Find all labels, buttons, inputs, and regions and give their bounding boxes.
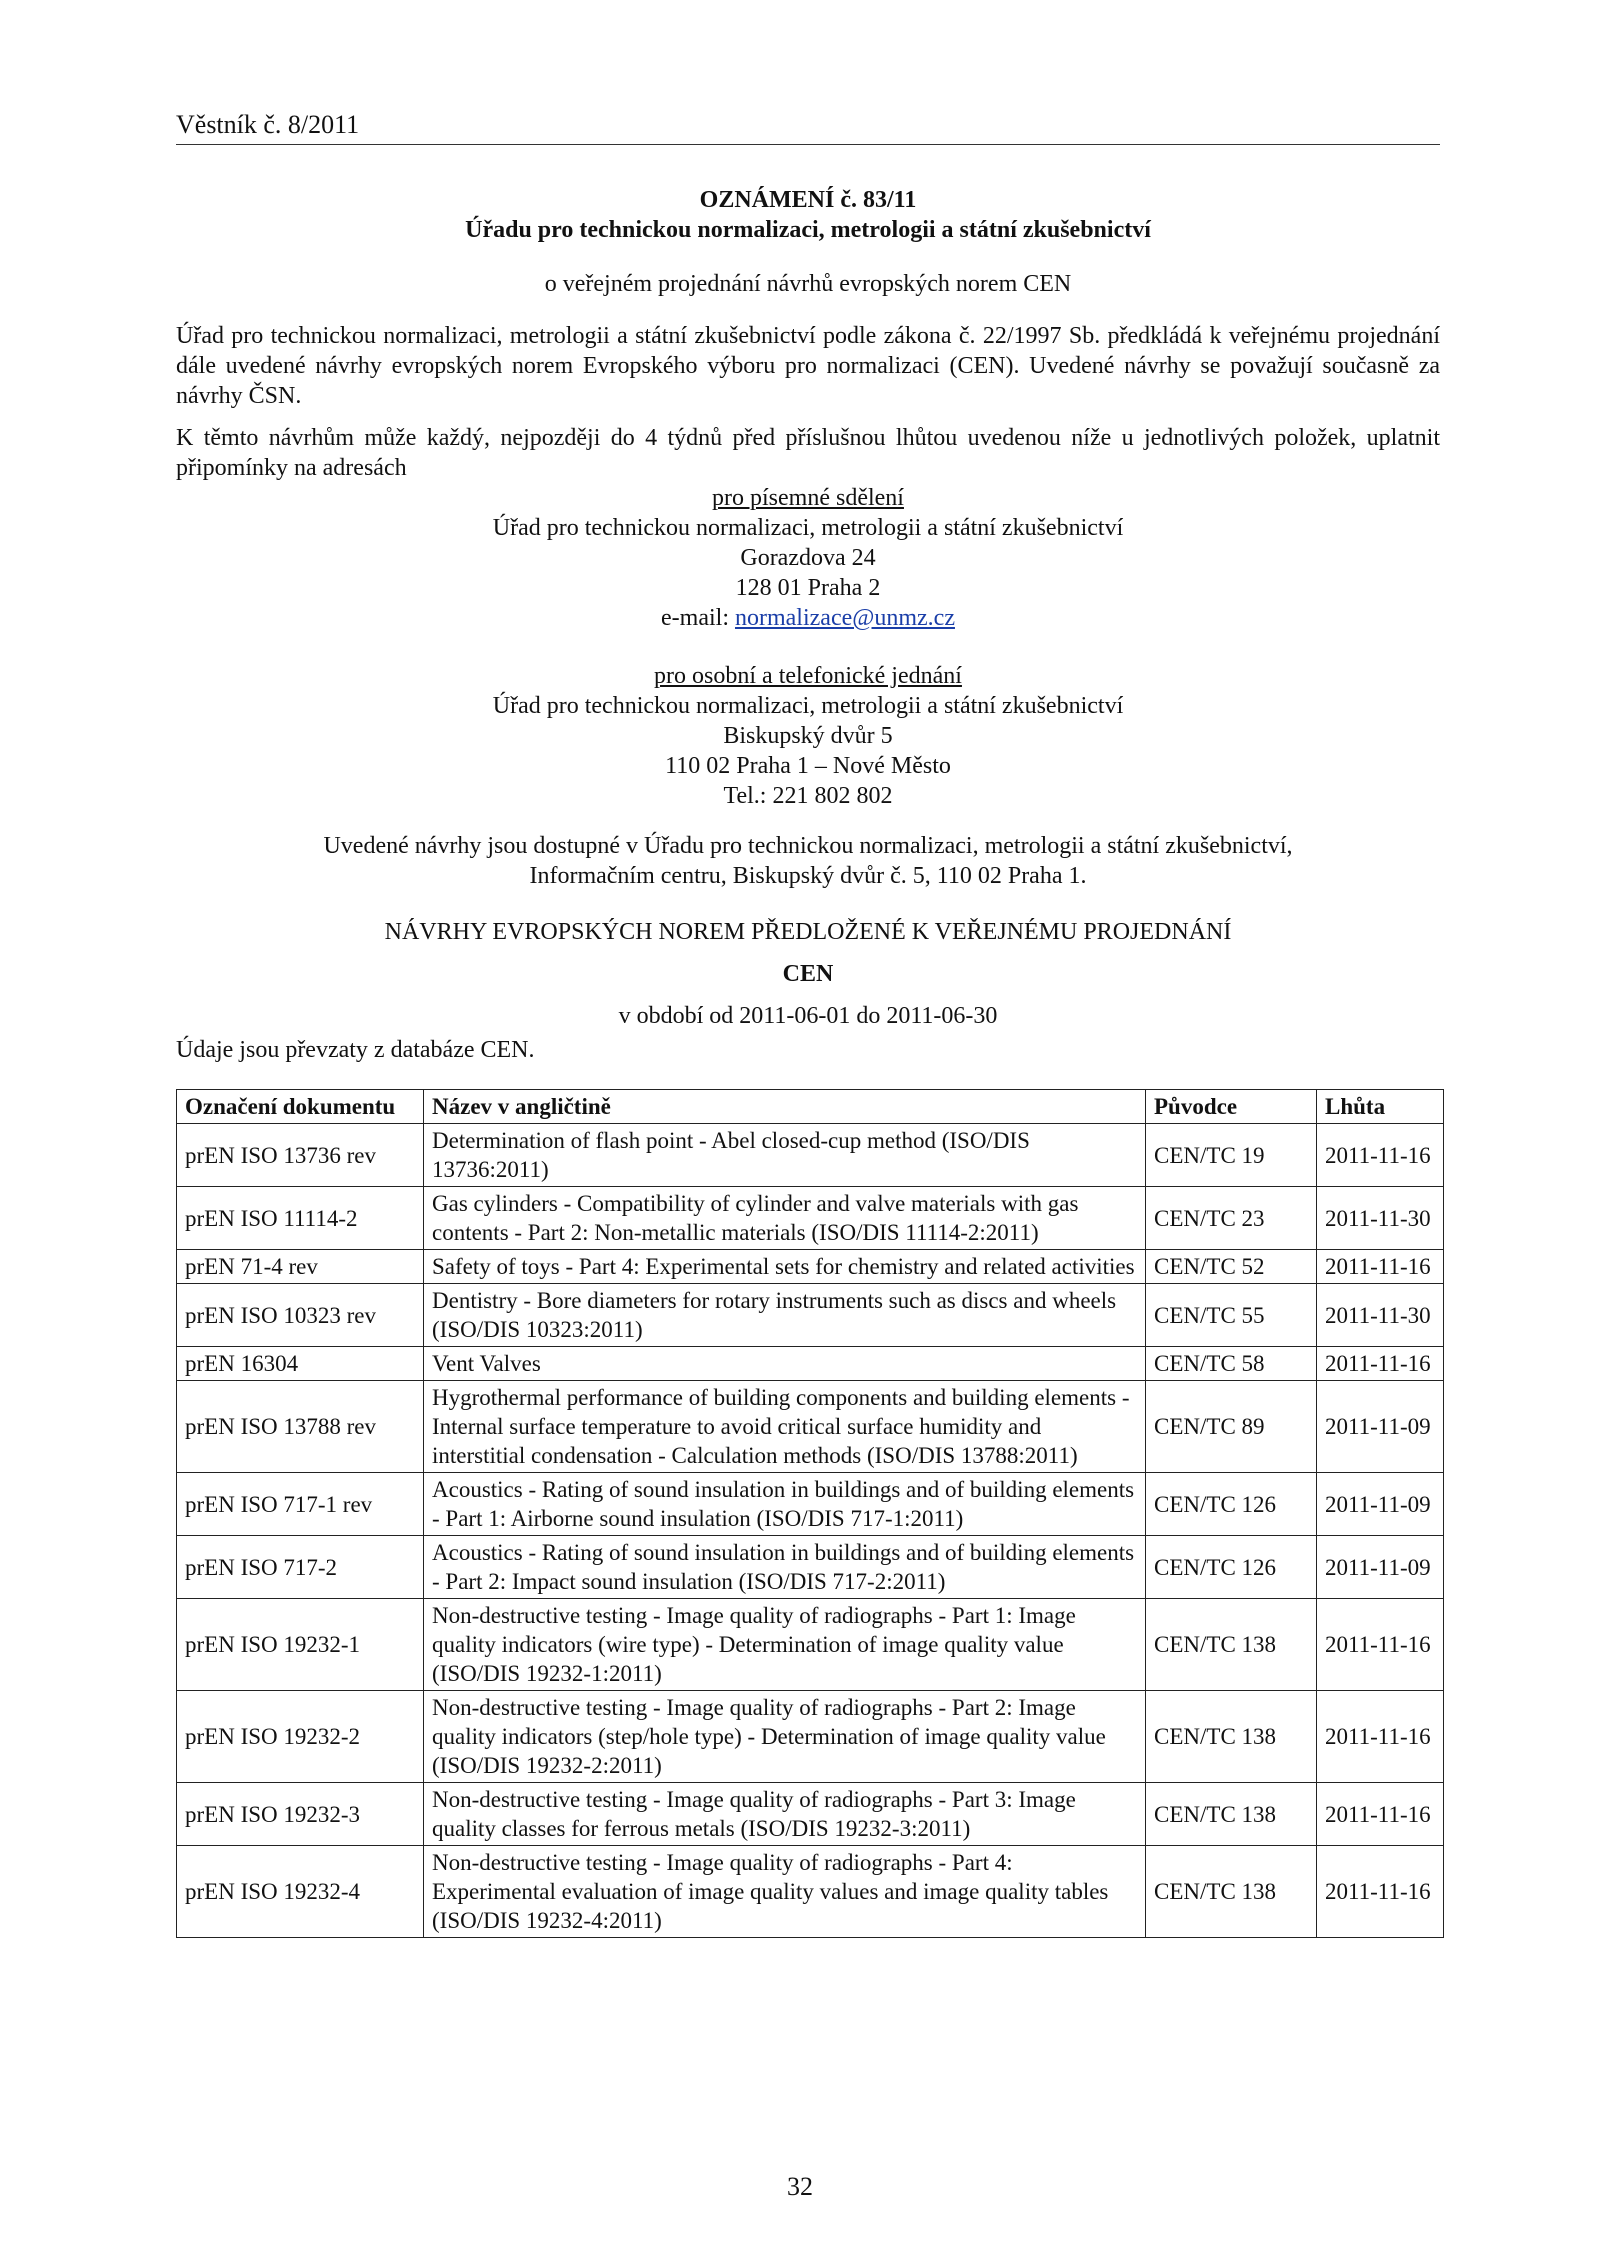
table-row — [177, 1250, 1444, 1284]
cell-originator: CEN/TC 138 — [1146, 1691, 1317, 1783]
cell-title: Non-destructive testing - Image quality of radiographs - Part 4: Experimental evaluation of image quality values and image quality tables (ISO/DIS 19232-4:2011) — [424, 1846, 1146, 1938]
cell-originator: CEN/TC 126 — [1146, 1473, 1317, 1536]
norms-table — [176, 1089, 1444, 1938]
cell-title: Non-destructive testing - Image quality of radiographs - Part 3: Image quality classes for ferrous metals (ISO/DIS 19232-3:2011) — [424, 1783, 1146, 1846]
cell-deadline: 2011-11-16 — [1317, 1846, 1444, 1938]
availability-line-1: Uvedené návrhy jsou dostupné v Úřadu pro technickou normalizaci, metrologii a státní zkušebnictví, — [323, 833, 1293, 859]
cell-designation: prEN ISO 13736 rev — [177, 1124, 424, 1187]
comments-paragraph: K těmto návrhům může každý, nejpozději do 4 týdnů před příslušnou lhůtou uvedenou níže u jednotlivých položek, uplatnit připomínky na adresách — [176, 425, 1440, 481]
notice-title: OZNÁMENÍ č. 83/11 — [699, 187, 917, 213]
personal-city: 110 02 Praha 1 – Nové Město — [665, 753, 951, 779]
cell-designation: prEN ISO 11114-2 — [177, 1187, 424, 1250]
journal-header: Věstník č. 8/2011 — [176, 110, 1440, 145]
cell-designation: prEN ISO 10323 rev — [177, 1284, 424, 1347]
personal-office: Úřad pro technickou normalizaci, metrologii a státní zkušebnictví — [492, 693, 1124, 719]
personal-street: Biskupský dvůr 5 — [723, 723, 893, 749]
written-street: Gorazdova 24 — [740, 545, 876, 571]
written-contact-heading: pro písemné sdělení — [712, 485, 904, 511]
cell-title: Acoustics - Rating of sound insulation in buildings and of building elements - Part 1: Airborne sound insulation (ISO/DIS 717-1:2011) — [424, 1473, 1146, 1536]
availability-line-2: Informačním centru, Biskupský dvůr č. 5, 110 02 Praha 1. — [529, 863, 1087, 889]
cell-deadline: 2011-11-16 — [1317, 1783, 1444, 1846]
cell-designation: prEN ISO 19232-1 — [177, 1599, 424, 1691]
cell-designation: prEN ISO 717-2 — [177, 1536, 424, 1599]
availability-block — [176, 831, 1440, 891]
data-source-note: Údaje jsou převzaty z databáze CEN. — [176, 1037, 535, 1063]
cell-title: Non-destructive testing - Image quality of radiographs - Part 1: Image quality indicators (wire type) - Determination of image quality value (ISO/DIS 19232-1:2011) — [424, 1599, 1146, 1691]
col-header-title: Název v angličtině — [424, 1090, 1146, 1124]
cell-originator: CEN/TC 89 — [1146, 1381, 1317, 1473]
col-header-originator: Původce — [1146, 1090, 1317, 1124]
cell-designation: prEN ISO 19232-4 — [177, 1846, 424, 1938]
cell-title: Dentistry - Bore diameters for rotary instruments such as discs and wheels (ISO/DIS 10323:2011) — [424, 1284, 1146, 1347]
cell-deadline: 2011-11-09 — [1317, 1536, 1444, 1599]
table-row — [177, 1284, 1444, 1347]
section-period: v období od 2011-06-01 do 2011-06-30 — [618, 1003, 998, 1029]
table-row — [177, 1381, 1444, 1473]
personal-contact-block — [176, 661, 1440, 811]
cell-title: Non-destructive testing - Image quality of radiographs - Part 2: Image quality indicators (step/hole type) - Determination of image quality value (ISO/DIS 19232-2:2011) — [424, 1691, 1146, 1783]
notice-topic: o veřejném projednání návrhů evropských norem CEN — [544, 271, 1072, 297]
section-title: NÁVRHY EVROPSKÝCH NOREM PŘEDLOŽENÉ K VEŘEJNÉMU PROJEDNÁNÍ — [384, 919, 1232, 945]
section-org: CEN — [782, 961, 834, 987]
cell-title: Gas cylinders - Compatibility of cylinder and valve materials with gas contents - Part 2: Non-metallic materials (ISO/DIS 11114-2:2011) — [424, 1187, 1146, 1250]
cell-deadline: 2011-11-16 — [1317, 1124, 1444, 1187]
table-row — [177, 1846, 1444, 1938]
written-email-line — [176, 603, 1440, 633]
cell-deadline: 2011-11-16 — [1317, 1599, 1444, 1691]
cell-title: Hygrothermal performance of building components and building elements - Internal surface temperature to avoid critical surface humidity and interstitial condensation - Calculation methods (ISO/DIS 13788:2011) — [424, 1381, 1146, 1473]
notice-issuer: Úřadu pro technickou normalizaci, metrologii a státní zkušebnictví — [465, 217, 1151, 243]
cell-originator: CEN/TC 23 — [1146, 1187, 1317, 1250]
personal-phone: Tel.: 221 802 802 — [723, 783, 893, 809]
cell-deadline: 2011-11-30 — [1317, 1187, 1444, 1250]
cell-title: Determination of flash point - Abel closed-cup method (ISO/DIS 13736:2011) — [424, 1124, 1146, 1187]
cell-deadline: 2011-11-09 — [1317, 1381, 1444, 1473]
written-contact-block — [176, 483, 1440, 633]
cell-originator: CEN/TC 138 — [1146, 1599, 1317, 1691]
table-row — [177, 1691, 1444, 1783]
cell-designation: prEN ISO 717-1 rev — [177, 1473, 424, 1536]
table-row — [177, 1124, 1444, 1187]
cell-originator: CEN/TC 126 — [1146, 1536, 1317, 1599]
cell-originator: CEN/TC 52 — [1146, 1250, 1317, 1284]
cell-title: Safety of toys - Part 4: Experimental sets for chemistry and related activities — [424, 1250, 1146, 1284]
table-row — [177, 1783, 1444, 1846]
cell-designation: prEN ISO 19232-2 — [177, 1691, 424, 1783]
personal-contact-heading: pro osobní a telefonické jednání — [654, 663, 962, 689]
cell-deadline: 2011-11-16 — [1317, 1347, 1444, 1381]
cell-originator: CEN/TC 19 — [1146, 1124, 1317, 1187]
table-header-row — [177, 1090, 1444, 1124]
table-row — [177, 1536, 1444, 1599]
email-link[interactable]: normalizace@unmz.cz — [734, 605, 955, 631]
cell-deadline: 2011-11-16 — [1317, 1250, 1444, 1284]
intro-paragraph: Úřad pro technickou normalizaci, metrologii a státní zkušebnictví podle zákona č. 22/1997 Sb. předkládá k veřejnému projednání dále uvedené návrhy evropských norem Evropského výboru pro normalizaci (CEN). Uvedené návrhy se považují současně za návrhy ČSN. — [176, 323, 1440, 409]
document-page — [176, 110, 1440, 1938]
email-label: e-mail: — [661, 605, 735, 631]
cell-designation: prEN 71-4 rev — [177, 1250, 424, 1284]
table-row — [177, 1599, 1444, 1691]
table-row — [177, 1473, 1444, 1536]
cell-designation: prEN ISO 13788 rev — [177, 1381, 424, 1473]
cell-deadline: 2011-11-09 — [1317, 1473, 1444, 1536]
table-row — [177, 1187, 1444, 1250]
cell-title: Vent Valves — [424, 1347, 1146, 1381]
cell-designation: prEN 16304 — [177, 1347, 424, 1381]
col-header-deadline: Lhůta — [1317, 1090, 1444, 1124]
cell-deadline: 2011-11-30 — [1317, 1284, 1444, 1347]
cell-originator: CEN/TC 58 — [1146, 1347, 1317, 1381]
page-number: 32 — [787, 2172, 813, 2201]
col-header-designation: Označení dokumentu — [177, 1090, 424, 1124]
cell-originator: CEN/TC 138 — [1146, 1783, 1317, 1846]
cell-originator: CEN/TC 138 — [1146, 1846, 1317, 1938]
cell-deadline: 2011-11-16 — [1317, 1691, 1444, 1783]
written-city: 128 01 Praha 2 — [735, 575, 881, 601]
written-office: Úřad pro technickou normalizaci, metrologii a státní zkušebnictví — [492, 515, 1124, 541]
cell-designation: prEN ISO 19232-3 — [177, 1783, 424, 1846]
table-row — [177, 1347, 1444, 1381]
cell-title: Acoustics - Rating of sound insulation in buildings and of building elements - Part 2: Impact sound insulation (ISO/DIS 717-2:2011) — [424, 1536, 1146, 1599]
cell-originator: CEN/TC 55 — [1146, 1284, 1317, 1347]
